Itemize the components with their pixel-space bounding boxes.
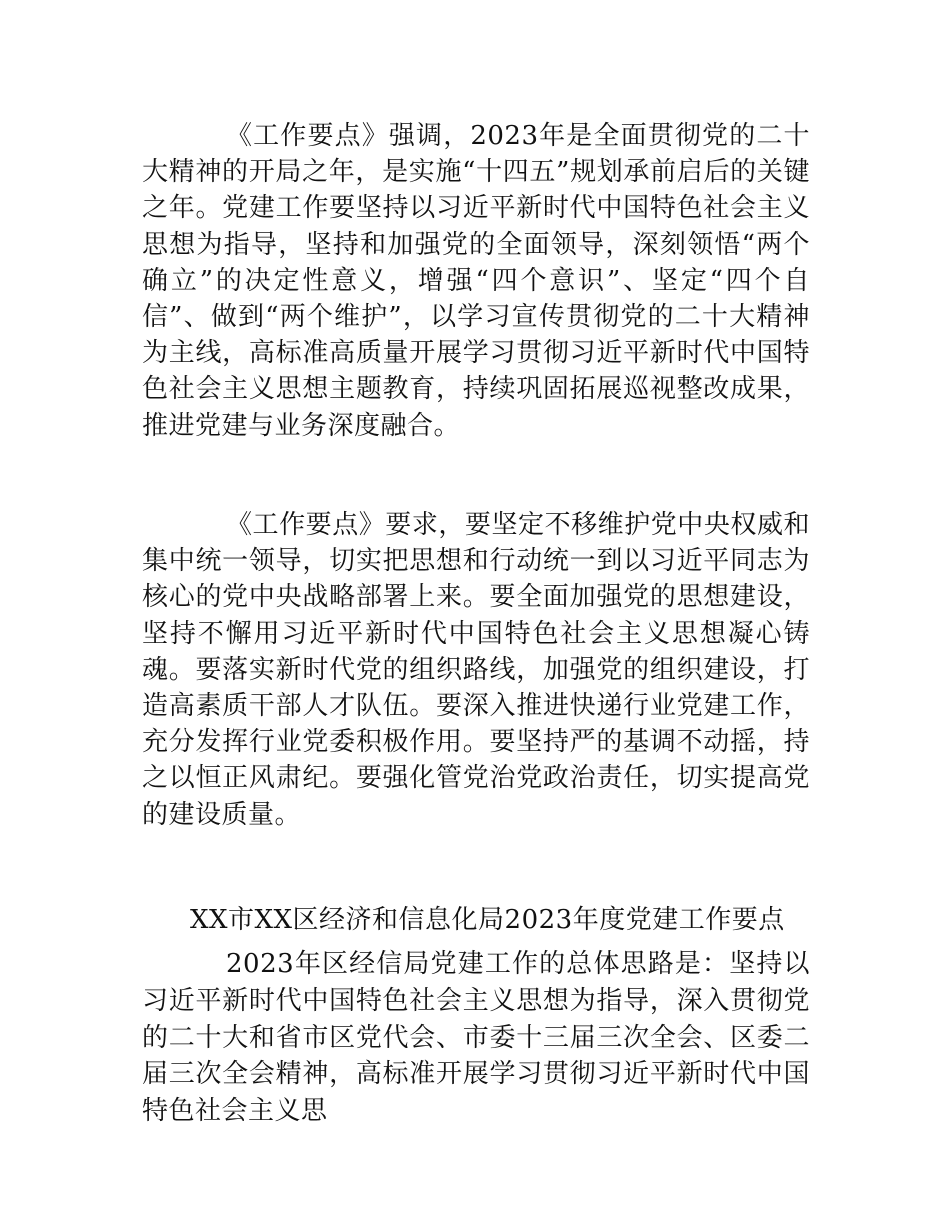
paragraph-overall-approach: 2023年区经信局党建工作的总体思路是：坚持以习近平新时代中国特色社会主义思想为指导，深入贯彻党的二十大和省市区党代会、市委十三届三次全会、区委二届三次全会精神，高标准开展学习贯彻习近平新时代中国特色社会主义思 — [142, 949, 810, 1127]
paragraph-work-points-requirements: 《工作要点》要求，要坚定不移维护党中央权威和集中统一领导，切实把思想和行动统一到以习近平同志为核心的党中央战略部署上来。要全面加强党的思想建设，坚持不懈用习近平新时代中国特色社会主义思想凝心铸魂。要落实新时代党的组织路线，加强党的组织建设，打造高素质干部人才队伍。要深入推进快递行业党建工作，充分发挥行业党委积极作用。要坚持严的基调不动摇，持之以恒正风肃纪。要强化管党治党政治责任，切实提高党的建设质量。 — [142, 510, 810, 830]
section-heading: XX市XX区经济和信息化局2023年度党建工作要点 — [190, 905, 785, 935]
paragraph-work-points-emphasis: 《工作要点》强调，2023年是全面贯彻党的二十大精神的开局之年，是实施“十四五”规划承前启后的关键之年。党建工作要坚持以习近平新时代中国特色社会主义思想为指导，坚持和加强党的全面领导，深刻领悟“两个确立”的决定性意义，增强“四个意识”、坚定“四个自信”、做到“两个维护”，以学习宣传贯彻党的二十大精神为主线，高标准高质量开展学习贯彻习近平新时代中国特色社会主义思想主题教育，持续巩固拓展巡视整改成果，推进党建与业务深度融合。 — [142, 121, 810, 441]
